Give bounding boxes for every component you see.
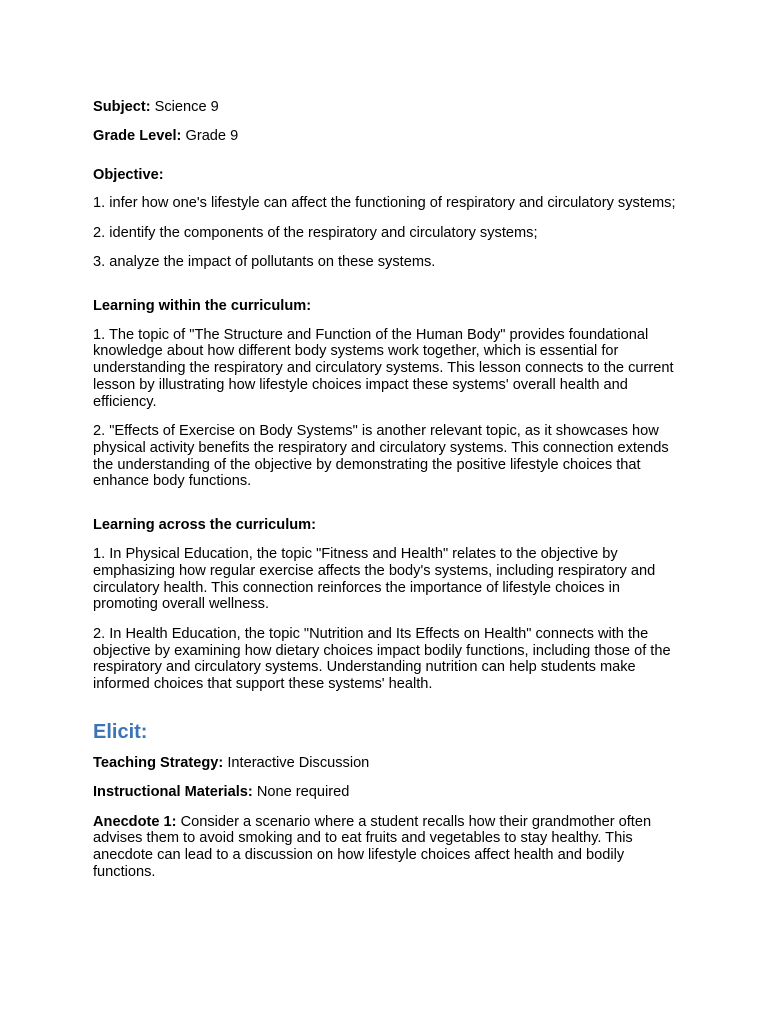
instructional-materials-line	[93, 784, 688, 801]
anecdote-1-text: Consider a scenario where a student recalls how their grandmother often advises them to avoid smoking and to eat fruits and vegetables to stay healthy. This anecdote can lead to a discussion on how lifestyle choices affect health and bodily functions.	[93, 813, 652, 880]
elicit-heading: Elicit:	[93, 720, 148, 743]
anecdote-1-label: Anecdote 1:	[93, 813, 177, 830]
grade-level-line	[93, 128, 688, 145]
teaching-strategy-line	[93, 755, 688, 772]
teaching-strategy-value: Interactive Discussion	[227, 754, 370, 771]
learning-within-item: 1. The topic of "The Structure and Function of the Human Body" provides foundational knowledge about how different body systems work together, which is essential for understanding the respiratory and circulatory systems. This lesson connects to the current lesson by illustrating how lifestyle choices impact these systems' overall health and efficiency.	[93, 326, 674, 410]
learning-across-item: 2. In Health Education, the topic "Nutrition and Its Effects on Health" connects with the objective by examining how dietary choices impact bodily functions, including those of the respiratory and circulatory systems. Understanding nutrition can help students make informed choices that support these systems' health.	[93, 625, 671, 693]
learning-across-heading: Learning across the curriculum:	[93, 517, 317, 534]
subject-label: Subject:	[93, 99, 151, 115]
objective-item: 2. identify the components of the respiratory and circulatory systems;	[93, 224, 538, 241]
subject-line	[93, 99, 688, 116]
grade-level-label: Grade Level:	[93, 127, 182, 144]
instructional-materials-label: Instructional Materials:	[93, 784, 253, 801]
subject-value: Science 9	[154, 99, 219, 115]
objective-item: 3. analyze the impact of pollutants on these systems.	[93, 253, 436, 270]
learning-within-item: 2. "Effects of Exercise on Body Systems" is another relevant topic, as it showcases how physical activity benefits the respiratory and circulatory systems. This connection extends the understanding of the objective by demonstrating the positive lifestyle choices that enhance body functions.	[93, 423, 669, 490]
grade-level-value: Grade 9	[185, 127, 239, 144]
learning-within-heading: Learning within the curriculum:	[93, 297, 312, 314]
objective-item: 1. infer how one's lifestyle can affect the functioning of respiratory and circulatory systems;	[93, 195, 676, 212]
anecdote-1-paragraph	[93, 814, 688, 881]
instructional-materials-value: None required	[256, 784, 350, 801]
learning-across-item: 1. In Physical Education, the topic "Fitness and Health" relates to the objective by emphasizing how regular exercise affects the body's systems, including respiratory and circulatory health. This connection reinforces the importance of lifestyle choices in promoting overall wellness.	[93, 546, 656, 613]
teaching-strategy-label: Teaching Strategy:	[93, 754, 224, 771]
objective-heading: Objective:	[93, 166, 164, 183]
